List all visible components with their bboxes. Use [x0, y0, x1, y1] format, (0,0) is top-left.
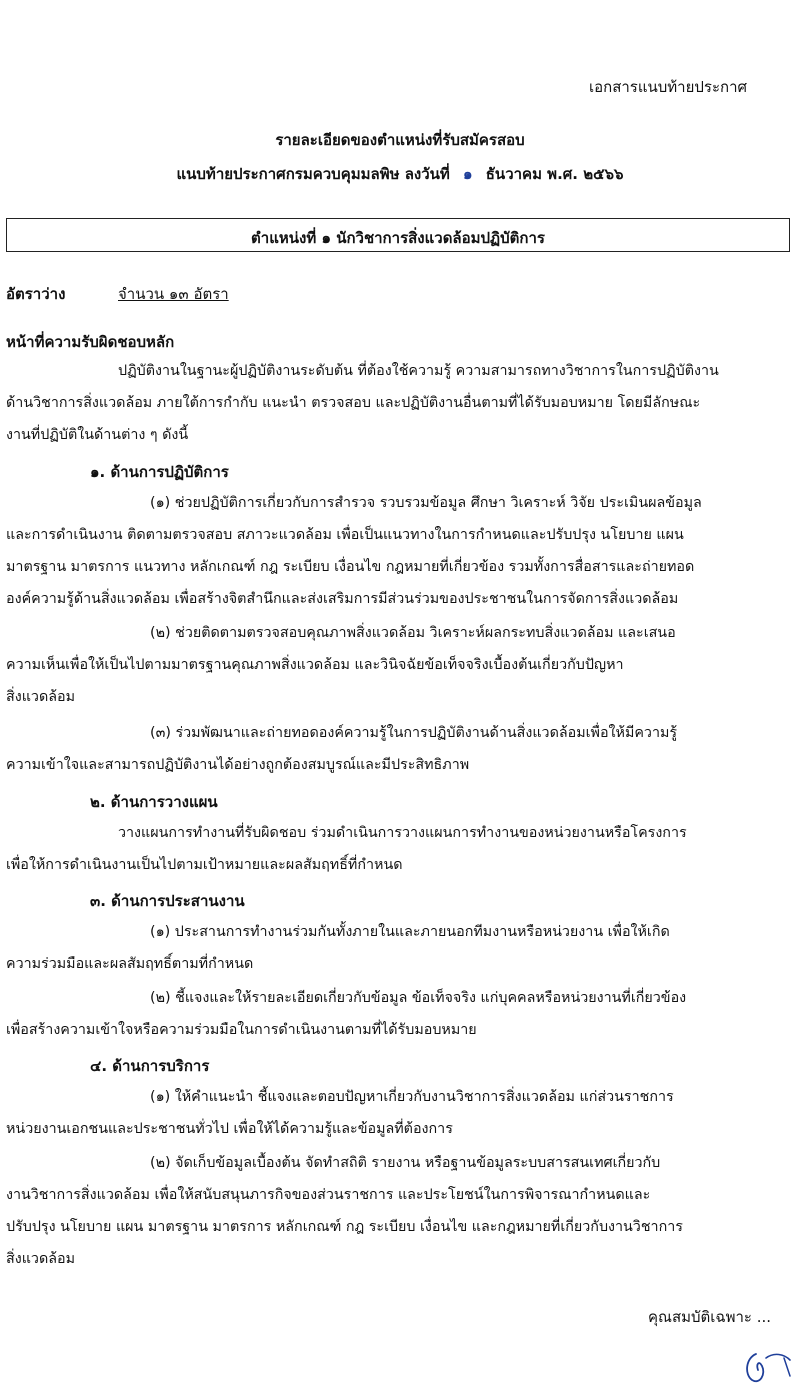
paragraph-line: ความเข้าใจและสามารถปฏิบัติงานได้อย่างถูกต้องสมบูรณ์และมีประสิทธิภาพ	[6, 757, 470, 773]
document-subtitle	[0, 162, 800, 186]
paragraph-line: ความเห็นเพื่อให้เป็นไปตามมาตรฐานคุณภาพสิ่งแวดล้อม และวินิจฉัยข้อเท็จจริงเบื้องต้นเกี่ยวกับปัญหา	[6, 657, 624, 673]
paragraph-line: (๑) ให้คำแนะนำ ชี้แจงและตอบปัญหาเกี่ยวกับงานวิชาการสิ่งแวดล้อม แก่ส่วนราชการ	[150, 1089, 674, 1105]
paragraph-line: ปรับปรุง นโยบาย แผน มาตรฐาน มาตรการ หลักเกณฑ์ กฎ ระเบียบ เงื่อนไข และกฎหมายที่เกี่ยวกับงานวิชาการ	[6, 1219, 683, 1235]
paragraph-line: องค์ความรู้ด้านสิ่งแวดล้อม เพื่อสร้างจิตสำนึกและส่งเสริมการมีส่วนร่วมของประชาชนในการจัดการสิ่งแวดล้อม	[6, 591, 679, 607]
paragraph-line: หน่วยงานเอกชนและประชาชนทั่วไป เพื่อให้ได้ความรู้และข้อมูลที่ต้องการ	[6, 1121, 453, 1137]
paragraph-line: (๑) ช่วยปฏิบัติการเกี่ยวกับการสำรวจ รวบรวมข้อมูล ศึกษา วิเคราะห์ วิจัย ประเมินผลข้อมูล	[150, 495, 702, 511]
document-title: รายละเอียดของตำแหน่งที่รับสมัครสอบ	[275, 131, 525, 149]
paragraph-line: เพื่อสร้างความเข้าใจหรือความร่วมมือในการดำเนินงานตามที่ได้รับมอบหมาย	[6, 1022, 477, 1038]
vacancy-value: จำนวน ๑๓ อัตรา	[118, 285, 229, 303]
paragraph-line: สิ่งแวดล้อม	[6, 689, 76, 705]
subtitle-prefix: แนบท้ายประกาศกรมควบคุมมลพิษ ลงวันที่	[176, 165, 450, 183]
paragraph-line: งานวิชาการสิ่งแวดล้อม เพื่อให้สนับสนุนภารกิจของส่วนราชการ และประโยชน์ในการพิจารณากำหนดและ	[6, 1187, 651, 1203]
section-heading: ๑. ด้านการปฏิบัติการ	[90, 463, 229, 481]
subtitle-suffix: ธันวาคม พ.ศ. ๒๕๖๖	[485, 165, 624, 183]
paragraph-line: (๒) ชี้แจงและให้รายละเอียดเกี่ยวกับข้อมูล ข้อเท็จจริง แก่บุคคลหรือหน่วยงานที่เกี่ยวข้อง	[150, 990, 687, 1006]
paragraph-line: และการดำเนินงาน ติดตามตรวจสอบ สภาวะแวดล้อม เพื่อเป็นแนวทางในการกำหนดและปรับปรุง นโยบาย แผน	[6, 527, 684, 543]
responsibilities-heading: หน้าที่ความรับผิดชอบหลัก	[6, 333, 175, 351]
paragraph-line: (๒) จัดเก็บข้อมูลเบื้องต้น จัดทำสถิติ รายงาน หรือฐานข้อมูลระบบสารสนเทศเกี่ยวกับ	[150, 1155, 661, 1171]
section-heading: ๔. ด้านการบริการ	[90, 1057, 210, 1075]
vacancy-label: อัตราว่าง	[6, 285, 66, 303]
section-heading: ๒. ด้านการวางแผน	[90, 793, 218, 811]
document-reference: เอกสารแนบท้ายประกาศ	[589, 78, 748, 96]
intro-line: ปฏิบัติงานในฐานะผู้ปฏิบัติงานระดับต้น ที่ต้องใช้ความรู้ ความสามารถทางวิชาการในการปฏิบัติงาน	[118, 363, 719, 379]
subtitle-day: ๑	[463, 165, 473, 183]
continuation-note: คุณสมบัติเฉพาะ ...	[648, 1308, 772, 1326]
paragraph-line: (๓) ร่วมพัฒนาและถ่ายทอดองค์ความรู้ในการปฏิบัติงานด้านสิ่งแวดล้อมเพื่อให้มีความรู้	[150, 725, 678, 741]
paragraph-line: สิ่งแวดล้อม	[6, 1251, 76, 1267]
paragraph-line: (๒) ช่วยติดตามตรวจสอบคุณภาพสิ่งแวดล้อม วิเคราะห์ผลกระทบสิ่งแวดล้อม และเสนอ	[150, 625, 676, 641]
section-heading: ๓. ด้านการประสานงาน	[90, 892, 245, 910]
paragraph-line: ความร่วมมือและผลสัมฤทธิ์ตามที่กำหนด	[6, 956, 254, 972]
paragraph-line: เพื่อให้การดำเนินงานเป็นไปตามเป้าหมายและผลสัมฤทธิ์ที่กำหนด	[6, 857, 403, 873]
paragraph-line: วางแผนการทำงานที่รับผิดชอบ ร่วมดำเนินการวางแผนการทำงานของหน่วยงานหรือโครงการ	[118, 825, 687, 841]
intro-line: ด้านวิชาการสิ่งแวดล้อม ภายใต้การกำกับ แนะนำ ตรวจสอบ และปฏิบัติงานอื่นตามที่ได้รับมอบหมาย โดยมีลักษณะ	[6, 395, 701, 411]
position-title-box	[6, 218, 790, 252]
paragraph-line: มาตรฐาน มาตรการ แนวทาง หลักเกณฑ์ กฎ ระเบียบ เงื่อนไข กฎหมายที่เกี่ยวข้อง รวมทั้งการสื่อสารและถ่ายทอด	[6, 559, 695, 575]
paragraph-line: (๑) ประสานการทำงานร่วมกันทั้งภายในและภายนอกทีมงานหรือหน่วยงาน เพื่อให้เกิด	[150, 924, 670, 940]
handwritten-initials-icon	[740, 1348, 796, 1388]
position-title: ตำแหน่งที่ ๑ นักวิชาการสิ่งแวดล้อมปฏิบัติการ	[251, 229, 545, 247]
intro-line: งานที่ปฏิบัติในด้านต่าง ๆ ดังนี้	[6, 427, 189, 443]
